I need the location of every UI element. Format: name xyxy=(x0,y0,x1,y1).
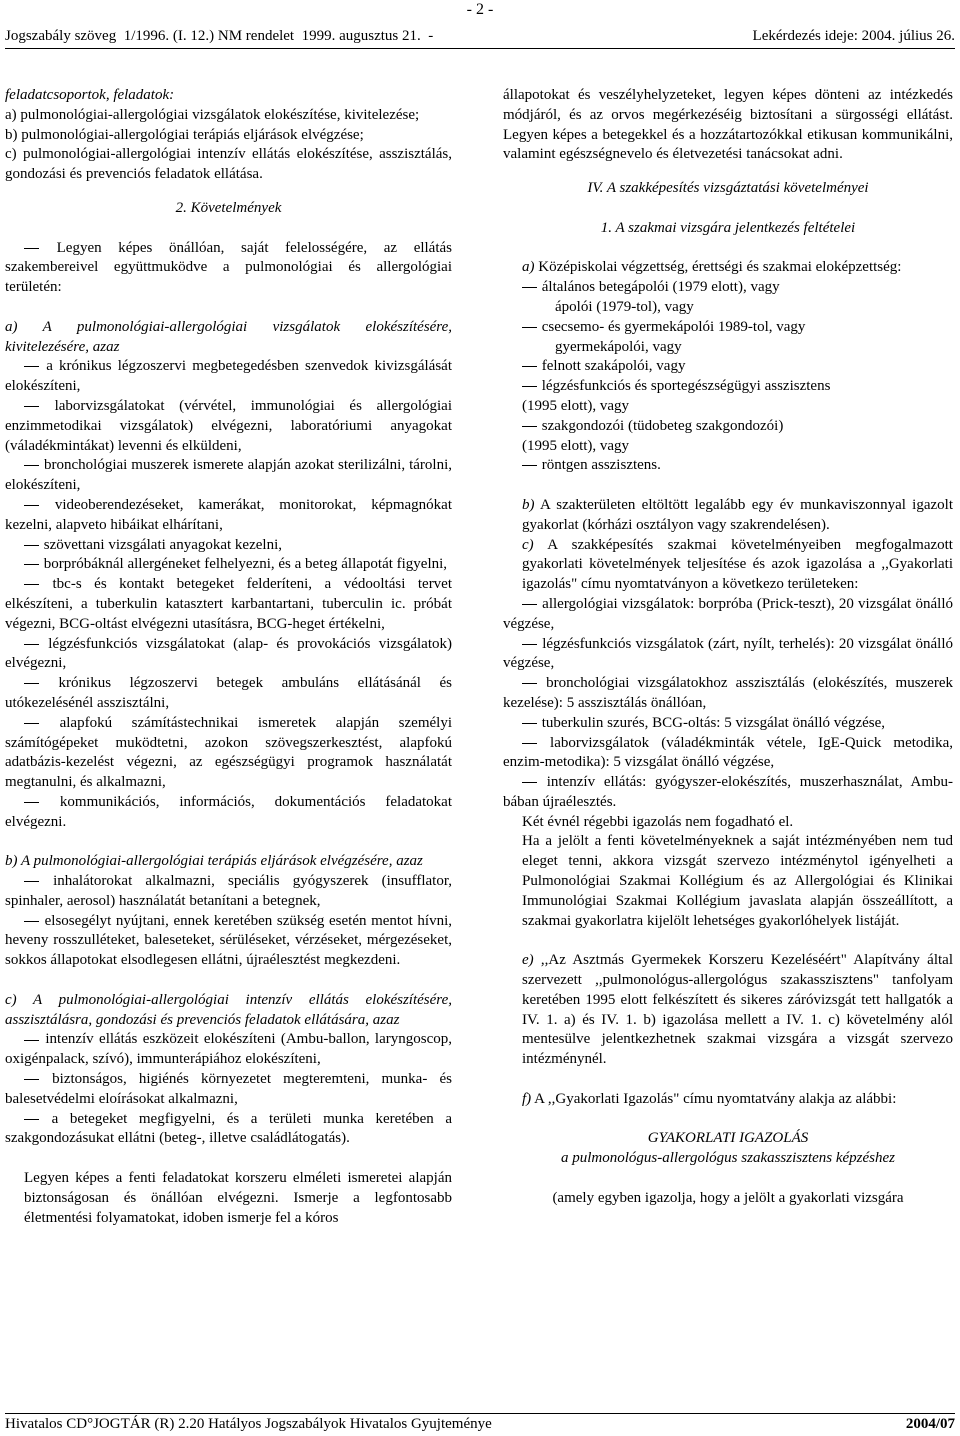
list-item: felnott szakápolói, vagy xyxy=(503,357,953,377)
list-item: a betegeket megfigyelni, és a területi munka keretében a szakgondozásukat ellátni (beteg-, illetve családlátogatás). xyxy=(5,1110,453,1147)
header-query-date: Lekérdezés ideje: 2004. július 26. xyxy=(752,28,955,44)
list-item: röntgen asszisztens. xyxy=(503,456,953,476)
dash-icon xyxy=(24,545,39,546)
dash-icon xyxy=(24,881,39,882)
task-b: b) pulmonológiai-allergológiai terápiás eljárások elvégzése; xyxy=(5,126,364,143)
dash-icon xyxy=(24,683,39,684)
list-item-continued: (1995 elott), vagy xyxy=(522,437,630,454)
dash-icon xyxy=(522,426,537,427)
form-subtitle: a pulmonológus-allergológus szakasszisztens képzéshez xyxy=(560,1150,896,1167)
dash-icon xyxy=(522,386,537,387)
form-note: (amely egyben igazolja, hogy a jelölt a gyakorlati vizsgára xyxy=(552,1189,904,1206)
list-item: videoberendezéseket, kamerákat, monitorokat, képmagnókat kezelni, alapveto hibáikat elhárítani, xyxy=(5,496,452,533)
list-item: bronchológiai muszerek ismerete alapján azokat sterilizálni, tárolni, elokészíteni, xyxy=(5,457,452,494)
dash-icon xyxy=(24,1119,39,1120)
dash-icon xyxy=(24,723,39,724)
section-heading-requirements: 2. Követelmények xyxy=(175,199,282,216)
list-item: alapfokú számítástechnikai ismeretek alapján személyi számítógépeket muködtetni, azokon szövegszerkesztést, alapfokú adatbázis-kezelést végezni, az egészségügyi programok használatát megtanulni, és alkalmazni, xyxy=(5,714,452,791)
dash-icon xyxy=(522,683,537,684)
validity-note: Két évnél régebbi igazolás nem fogadható el. xyxy=(522,813,794,830)
continued-paragraph: állapotokat és veszélyhelyzeteket, legyen képes dönteni az intézkedés módjáról, és az orvos megérkezéséig biztosítani a sürgosségi ellátást. Legyen képes a betegekkel és a hozzátartozókkal etikusan kommunikálni, valamint egészségnevelo és életvezetési tanácsokat adni. xyxy=(503,87,953,163)
list-item: borpróbáknál allergéneket felhelyezni, és a beteg állapotát figyelni, xyxy=(5,555,452,575)
list-item: laborvizsgálatokat (vérvétel, immunológiai és allergológiai enzimmetodikai vizsgálatok) elvégezni, laboratóriumi anyagokat (váladékmintákat) levenni és elküldeni, xyxy=(5,397,452,454)
dash-icon xyxy=(522,723,537,724)
page-footer xyxy=(5,1413,955,1434)
right-column xyxy=(503,86,953,1209)
list-item-continued: gyermekápolói, vagy xyxy=(555,338,682,355)
list-item: tbc-s és kontakt betegeket felderíteni, a védooltási tervet elkészíteni, a tuberkulin katasztert karbantartani, tuberculin ic. próbát végezni, BCG-oltást elvégezni utasításra, BCG-heget értékelni, xyxy=(5,576,453,632)
list-item: légzésfunkciós vizsgálatok (zárt, nyílt, terhelés): 20 vizsgálat önálló végzése, xyxy=(503,635,953,672)
alternative-practice-note: Ha a jelölt a fenti követelményeknek a saját intézményében nem tud eleget tenni, akkora vizsgát szervezo intézménytol igényelheti a Pulmonológiai Szakmai Kollégium és az Allergológiai és Klinikai Immunológiai Szakmai Kollégium javaslata alapján összeállított, a szakmai gyakorlatra kijelölt lehetséges gyakorlóhelyek listáját. xyxy=(522,833,953,929)
list-item: általános betegápolói (1979 elott), vagy xyxy=(503,278,953,298)
footer-publisher: Hivatalos CD°JOGTÁR (R) 2.20 Hatályos Jogszabályok Hivatalos Gyujteménye xyxy=(5,1416,492,1432)
list-item: szövettani vizsgálati anyagokat kezelni, xyxy=(5,536,452,556)
list-item: légzésfunkciós vizsgálatokat (alap- és provokációs vizsgálatok) elvégezni, xyxy=(5,635,453,672)
list-item: csecsemo- és gyermekápolói 1989-tol, vagy xyxy=(503,318,953,338)
dash-icon xyxy=(24,644,39,645)
page-number: - 2 - xyxy=(466,1,494,18)
dash-icon xyxy=(24,505,39,506)
left-column xyxy=(5,86,452,1228)
dash-icon xyxy=(24,584,39,585)
dash-icon xyxy=(24,406,39,407)
list-item: allergológiai vizsgálatok: borpróba (Prick-teszt), 20 vizsgálat önálló végzése, xyxy=(503,595,954,632)
list-item: tuberkulin szurés, BCG-oltás: 5 vizsgálat önálló végzése, xyxy=(503,714,953,734)
dash-icon xyxy=(522,782,537,783)
list-item: krónikus légzoszervi betegek ambuláns ellátásánál és utókezelésénél asszisztálni, xyxy=(5,675,452,711)
dash-icon xyxy=(24,1079,39,1080)
dash-icon xyxy=(24,921,39,922)
list-item: intenzív ellátás: gyógyszer-elokészítés, muszerhasználat, Ambu-bában újraélesztés. xyxy=(503,774,953,810)
task-groups-label: feladatcsoportok, feladatok: xyxy=(5,87,175,103)
dash-icon xyxy=(522,604,537,605)
list-item-continued: (1995 elott), vagy xyxy=(522,397,630,414)
header-document-info: Jogszabály szöveg 1/1996. (I. 12.) NM rendelet 1999. augusztus 21. - xyxy=(5,28,434,44)
condition-a: a) Középiskolai végzettség, érettségi és szakmai eloképzettség: xyxy=(522,259,902,276)
requirements-intro: Legyen képes önállóan, saját felelosségére, az ellátás szakembereivel együttmuködve a pulmonológiai és allergológiai területén: xyxy=(5,239,453,296)
dash-icon xyxy=(522,287,537,288)
list-item: elsosegélyt nyújtani, ennek keretében szükség esetén mentot hívni, heveny rosszulléteket, baleseteket, sérüléseket, vérzéseket, mérgezéseket, sokkos állapotokat elsodlegesen ellátni, újraélesztést megkezdeni. xyxy=(5,912,452,969)
dash-icon xyxy=(24,564,39,565)
section-heading-application-conditions: 1. A szakmai vizsgára jelentkezés feltételei xyxy=(600,219,856,236)
list-item: biztonságos, higiénés környezetet megteremteni, munka- és balesetvédelmi eloírásokat alkalmazni, xyxy=(5,1071,452,1107)
dash-icon xyxy=(522,644,537,645)
list-item: légzésfunkciós és sportegészségügyi asszisztens xyxy=(503,377,953,397)
subsection-a-title: a) A pulmonológiai-allergológiai vizsgálatok elokészítésére, kivitelezésére, azaz xyxy=(5,318,452,355)
dash-icon xyxy=(24,1040,39,1041)
task-a: a) pulmonológiai-allergológiai vizsgálatok elokészítése, kivitelezése; xyxy=(5,106,420,123)
closing-paragraph: Legyen képes a fenti feladatokat korszeru elméleti ismeretei alapján biztonságosan és önállóan elvégezni. Ismerje a legfontosabb életmentési folyamatokat, idoben ismerje fel a kóros xyxy=(24,1170,452,1226)
page-header xyxy=(5,26,955,49)
condition-c: c) A szakképesítés szakmai követelményeiben megfogalmazott gyakorlati követelmények teljesítése és azok igazolása a ,,Gyakorlati igazolás" címu nyomtatványon a következo területeken: xyxy=(522,536,953,593)
subsection-b-title: b) A pulmonológiai-allergológiai terápiás eljárások elvégzésére, azaz xyxy=(5,853,423,870)
list-item: inhalátorokat alkalmazni, speciális gyógyszerek (insufflator, spinhaler, aerosol) használatát betanítani a betegnek, xyxy=(5,873,452,909)
list-item: laborvizsgálatok (váladékminták vétele, IgE-Quick metodika, enzim-metodika): 5 vizsgálat önálló végzése, xyxy=(503,734,953,771)
list-item: kommunikációs, információs, dokumentációs feladatokat elvégezni. xyxy=(5,793,452,830)
chapter-heading-exam-requirements: IV. A szakképesítés vizsgáztatási követelményei xyxy=(587,180,869,197)
condition-b: b) A szakterületen eltöltött legalább egy év munkaviszonnyal igazolt gyakorlat (kórházi osztályon vagy szakrendelésen). xyxy=(522,496,953,533)
dash-icon xyxy=(24,248,39,249)
footer-edition: 2004/07 xyxy=(905,1416,955,1432)
form-title: GYAKORLATI IGAZOLÁS xyxy=(647,1130,809,1147)
list-item: a krónikus légzoszervi megbetegedésben szenvedok kivizsgálását elokészíteni, xyxy=(5,358,452,395)
dash-icon xyxy=(522,743,537,744)
dash-icon xyxy=(522,465,537,466)
list-item: szakgondozói (tüdobeteg szakgondozói) xyxy=(503,417,953,437)
list-item-continued: ápolói (1979-tol), vagy xyxy=(555,298,694,315)
condition-e: e) ,,Az Asztmás Gyermekek Korszeru Kezeléséért" Alapítvány által szervezett ,,pulmonológus-allergológus szakasszisztens" tanfolyam keretében 1995 elott felkészített és sikeres záróvizsgát tett hallgatók a IV. 1. a) és IV. 1. b) igazolása mellett a IV. 1. c) követelmény alól mentesülve jelentkezhetnek szakmai vizsgára a vizsgát szervezo intézménynél. xyxy=(522,952,953,1068)
dash-icon xyxy=(24,802,39,803)
dash-icon xyxy=(522,366,537,367)
list-item: bronchológiai vizsgálatokhoz asszisztálás (elokészítés, muszerek kezelése): 5 asszisztálás önállóan, xyxy=(503,675,953,711)
list-item: intenzív ellátás eszközeit elokészíteni (Ambu-ballon, laryngoscop, oxigénpalack, szívó), immunterápiához elokészíteni, xyxy=(5,1031,453,1068)
dash-icon xyxy=(522,327,537,328)
subsection-c-title: c) A pulmonológiai-allergológiai intenzív ellátás elokészítésére, asszisztálásra, gondozási és prevenciós feladatok ellátására, azaz xyxy=(5,991,452,1028)
task-c: c) pulmonológiai-allergológiai intenzív ellátás elokészítése, asszisztálás, gondozási és prevenciós feladatok ellátása. xyxy=(5,146,452,183)
dash-icon xyxy=(24,366,39,367)
dash-icon xyxy=(24,465,39,466)
condition-f: f) A ,,Gyakorlati Igazolás" címu nyomtatvány alakja az alábbi: xyxy=(522,1090,897,1107)
